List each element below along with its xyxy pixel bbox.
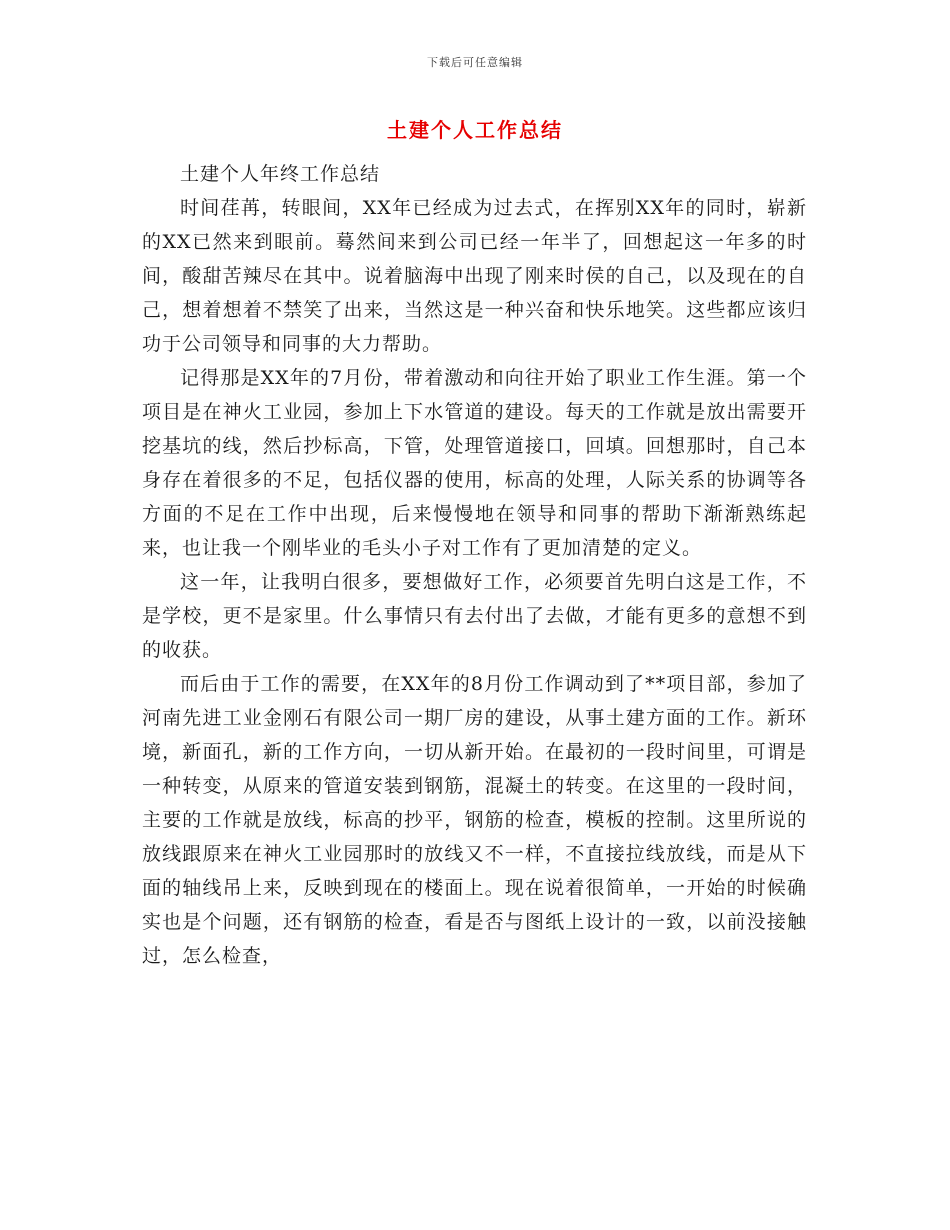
subtitle-paragraph: 土建个人年终工作总结 bbox=[180, 163, 381, 185]
document-title: 土建个人工作总结 bbox=[387, 118, 563, 142]
header-note: 下载后可任意编辑 bbox=[427, 56, 523, 69]
document-body bbox=[142, 157, 807, 973]
body-paragraph: 时间荏苒，转眼间，XX年已经成为过去式，在挥别XX年的同时，崭新的XX已然来到眼前。蓦然间来到公司已经一年半了，回想起这一年多的时间，酸甜苦辣尽在其中。说着脑海中出现了刚来时侯的自己，以及现在的自己，想着想着不禁笑了出来，当然这是一种兴奋和快乐地笑。这些都应该归功于公司领导和同事的大力帮助。 bbox=[142, 197, 807, 355]
body-paragraph: 而后由于工作的需要，在XX年的8月份工作调动到了**项目部，参加了河南先进工业金刚石有限公司一期厂房的建设，从事土建方面的工作。新环境，新面孔，新的工作方向，一切从新开始。在最初的一段时间里，可谓是一种转变，从原来的管道安装到钢筋，混凝土的转变。在这里的一段时间，主要的工作就是放线，标高的抄平，钢筋的检查，模板的控制。这里所说的放线跟原来在神火工业园那时的放线又不一样，不直接拉线放线，而是从下面的轴线吊上来，反映到现在的楼面上。现在说着很简单，一开始的时候确实也是个问题，还有钢筋的检查，看是否与图纸上设计的一致，以前没接触过，怎么检查， bbox=[142, 673, 807, 967]
body-paragraph: 记得那是XX年的7月份，带着激动和向往开始了职业工作生涯。第一个项目是在神火工业园，参加上下水管道的建设。每天的工作就是放出需要开挖基坑的线，然后抄标高，下管，处理管道接口，回填。回想那时，自己本身存在着很多的不足，包括仪器的使用，标高的处理，人际关系的协调等各方面的不足在工作中出现，后来慢慢地在领导和同事的帮助下渐渐熟练起来，也让我一个刚毕业的毛头小子对工作有了更加清楚的定义。 bbox=[142, 367, 807, 559]
body-paragraph: 这一年，让我明白很多，要想做好工作，必须要首先明白这是工作，不是学校，更不是家里。什么事情只有去付出了去做，才能有更多的意想不到的收获。 bbox=[142, 571, 807, 661]
